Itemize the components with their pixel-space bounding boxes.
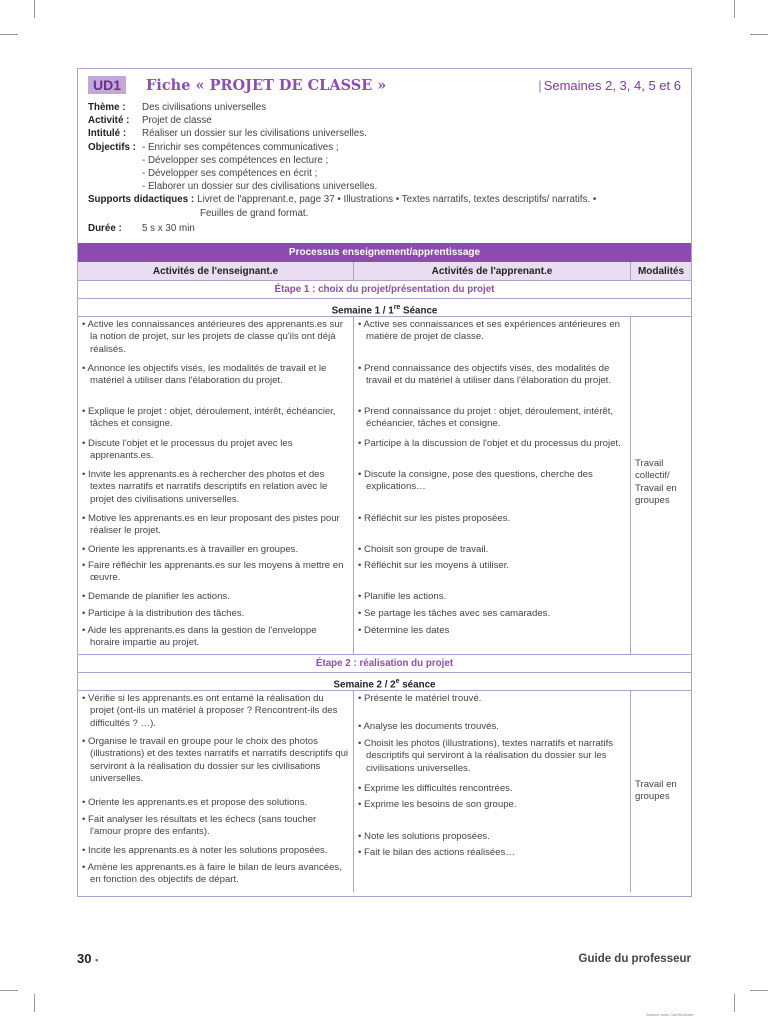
list-item: • Réfléchit sur les pistes proposées. bbox=[358, 513, 626, 525]
list-item: • Oriente les apprenants.es à travailler en groupes. bbox=[82, 544, 349, 556]
intitule-value: Réaliser un dossier sur les civilisations universelles. bbox=[142, 128, 367, 140]
semaine-1-end: Séance bbox=[400, 305, 438, 317]
scanner-watermark: Scanné avec CamScanner bbox=[646, 1012, 694, 1017]
footer-guide: Guide du professeur bbox=[578, 953, 691, 965]
weeks-text: Semaines 2, 3, 4, 5 et 6 bbox=[543, 77, 681, 93]
modalite-text: Travail collectif/ Travail en groupes bbox=[635, 458, 677, 507]
list-item: • Fait le bilan des actions réalisées… bbox=[358, 847, 626, 859]
objectifs-label: Objectifs : bbox=[88, 141, 136, 153]
list-item: • Demande de planifier les actions. bbox=[82, 591, 349, 603]
supports-value: Livret de l'apprenant.e, page 37 • Illustrations • Textes narratifs, textes descriptifs/ narratifs. • bbox=[197, 194, 597, 206]
semaine-2-sup: e bbox=[395, 678, 400, 685]
column-header-modalites: Modalités bbox=[631, 262, 691, 280]
modalites-2 bbox=[631, 691, 691, 892]
supports-value-2: Feuilles de grand format. bbox=[200, 207, 309, 219]
process-title: Processus enseignement/apprentissage bbox=[78, 243, 691, 262]
intitule-label: Intitulé : bbox=[88, 128, 127, 140]
list-item: • Discute l'objet et le processus du projet avec les apprenants.es. bbox=[82, 438, 349, 463]
crop-mark bbox=[734, 994, 735, 1012]
sheet-title: Fiche « PROJET DE CLASSE » bbox=[146, 76, 387, 94]
list-item: • Annonce les objectifs visés, les modalités de travail et le matériel à utiliser dans l'élaboration du projet. bbox=[82, 363, 349, 388]
theme-label: Thème : bbox=[88, 102, 126, 113]
separator-bar: | bbox=[538, 77, 542, 93]
page-number bbox=[77, 951, 98, 966]
modalites-1 bbox=[631, 317, 691, 654]
crop-mark bbox=[0, 34, 18, 35]
list-item: • Participe à la distribution des tâches. bbox=[82, 608, 349, 620]
teacher-activities-1 bbox=[78, 317, 354, 654]
list-item: • Fait analyser les résultats et les échecs (sans toucher l'amour propre des enfants). bbox=[82, 814, 349, 839]
unit-badge: UD1 bbox=[88, 76, 126, 94]
list-item: • Faire réfléchir les apprenants.es sur les moyens à mettre en œuvre. bbox=[82, 560, 349, 585]
etape-1-heading: Étape 1 : choix du projet/présentation du projet bbox=[78, 281, 691, 299]
teacher-activities-2 bbox=[78, 691, 354, 892]
theme-value: Des civilisations universelles bbox=[142, 102, 267, 113]
list-item: • Prend connaissance des objectifs visés, des modalités de travail et du matériel à utiliser dans l'élaboration du projet. bbox=[358, 363, 626, 388]
etape-2-body bbox=[78, 691, 691, 892]
objectif-item: - Développer ses compétences en écrit ; bbox=[142, 168, 318, 180]
list-item: • Réfléchit sur les moyens à utiliser. bbox=[358, 560, 626, 572]
list-item: • Exprime les besoins de son groupe. bbox=[358, 799, 626, 811]
list-item: • Discute la consigne, pose des questions, cherche des explications… bbox=[358, 469, 626, 494]
duree-label: Durée : bbox=[88, 222, 122, 234]
list-item: • Participe à la discussion de l'objet et du processus du projet. bbox=[358, 438, 626, 450]
duree-value: 5 s x 30 min bbox=[142, 222, 195, 234]
list-item: • Analyse les documents trouvés. bbox=[358, 721, 626, 733]
column-header-learner: Activités de l'apprenant.e bbox=[354, 262, 631, 280]
list-item: • Oriente les apprenants.es et propose des solutions. bbox=[82, 797, 349, 809]
list-item: • Note les solutions proposées. bbox=[358, 831, 626, 843]
supports-label: Supports didactiques : bbox=[88, 194, 195, 206]
sheet-header bbox=[78, 69, 691, 243]
list-item: • Planifie les actions. bbox=[358, 591, 626, 603]
learner-activities-2 bbox=[354, 691, 631, 892]
list-item: • Se partage les tâches avec ses camarades. bbox=[358, 608, 626, 620]
objectifs-row bbox=[88, 141, 681, 154]
list-item: • Active les connaissances antérieures des apprenants.es sur la notion de projet, sur les projets de classe qu'ils ont déjà réalisés. bbox=[82, 319, 349, 356]
page-dot: • bbox=[95, 955, 99, 965]
semaine-2-end: séance bbox=[399, 679, 436, 691]
list-item: • Aide les apprenants.es dans la gestion de l'enveloppe horaire impartie au projet. bbox=[82, 625, 349, 650]
learner-activities-1 bbox=[354, 317, 631, 654]
table-header-row bbox=[78, 262, 691, 281]
crop-mark bbox=[34, 0, 35, 18]
modalite-text: Travail en groupes bbox=[635, 779, 677, 803]
list-item: • Invite les apprenants.es à rechercher des photos et des textes narratifs et narratifs descriptifs en relation avec le projet des civilisations universelles. bbox=[82, 469, 349, 506]
list-item: • Motive les apprenants.es en leur proposant des pistes pour réaliser le projet. bbox=[82, 513, 349, 538]
semaine-1-text: Semaine 1 / 1 bbox=[331, 305, 394, 317]
activite-row bbox=[88, 114, 681, 127]
list-item: • Vérifie si les apprenants.es ont entamé la réalisation du projet (ont-ils un matériel à proposer ? Rencontrent-ils des difficultés ? …). bbox=[82, 693, 349, 730]
supports-row bbox=[88, 193, 681, 206]
semaine-1-heading bbox=[78, 299, 691, 317]
list-item: • Exprime les difficultés rencontrées. bbox=[358, 783, 626, 795]
semaine-2-heading bbox=[78, 673, 691, 691]
list-item: • Explique le projet : objet, déroulement, intérêt, échéancier, tâches et consigne. bbox=[82, 406, 349, 431]
lesson-sheet bbox=[77, 68, 692, 897]
objectif-item: - Développer ses compétences en lecture ; bbox=[142, 154, 329, 166]
semaine-2-text: Semaine 2 / 2 bbox=[333, 679, 396, 691]
column-header-teacher: Activités de l'enseignant.e bbox=[78, 262, 354, 280]
theme-row bbox=[88, 101, 681, 114]
crop-mark bbox=[734, 0, 735, 18]
duree-row bbox=[88, 222, 681, 235]
list-item: • Prend connaissance du projet : objet, déroulement, intérêt, échéancier, tâches et consigne. bbox=[358, 406, 626, 431]
etape-2-heading: Étape 2 : réalisation du projet bbox=[78, 655, 691, 673]
semaine-1-sup: re bbox=[393, 304, 401, 311]
list-item: • Présente le matériel trouvé. bbox=[358, 693, 626, 705]
list-item: • Détermine les dates bbox=[358, 625, 626, 637]
list-item: • Amène les apprenants.es à faire le bilan de leurs avancées, en fonction des objectifs de départ. bbox=[82, 862, 349, 887]
objectif-item: - Enrichir ses compétences communicatives ; bbox=[142, 141, 339, 153]
list-item: • Organise le travail en groupe pour le choix des photos (illustrations) et des textes narratifs et narratifs descriptifs qui serviront à la réalisation du dossier sur les civilisations universelles. bbox=[82, 736, 349, 786]
crop-mark bbox=[750, 990, 768, 991]
page-number-text: 30 bbox=[77, 951, 92, 966]
crop-mark bbox=[34, 994, 35, 1012]
crop-mark bbox=[0, 990, 18, 991]
list-item: • Choisit son groupe de travail. bbox=[358, 544, 626, 556]
sheet-info bbox=[88, 101, 681, 235]
title-row bbox=[88, 75, 681, 95]
objectif-item: - Elaborer un dossier sur des civilisations universelles. bbox=[142, 181, 378, 193]
list-item: • Active ses connaissances et ses expériences antérieures en matière de projet de classe. bbox=[358, 319, 626, 344]
list-item: • Choisit les photos (illustrations), textes narratifs et narratifs descriptifs qui serviront à la réalisation du dossier sur les civilisations universelles. bbox=[358, 738, 626, 775]
activite-label: Activité : bbox=[88, 115, 130, 127]
intitule-row bbox=[88, 127, 681, 140]
list-item: • Incite les apprenants.es à noter les solutions proposées. bbox=[82, 845, 349, 857]
etape-1-body bbox=[78, 317, 691, 655]
weeks-label bbox=[538, 78, 681, 93]
crop-mark bbox=[750, 34, 768, 35]
activite-value: Projet de classe bbox=[142, 115, 212, 127]
